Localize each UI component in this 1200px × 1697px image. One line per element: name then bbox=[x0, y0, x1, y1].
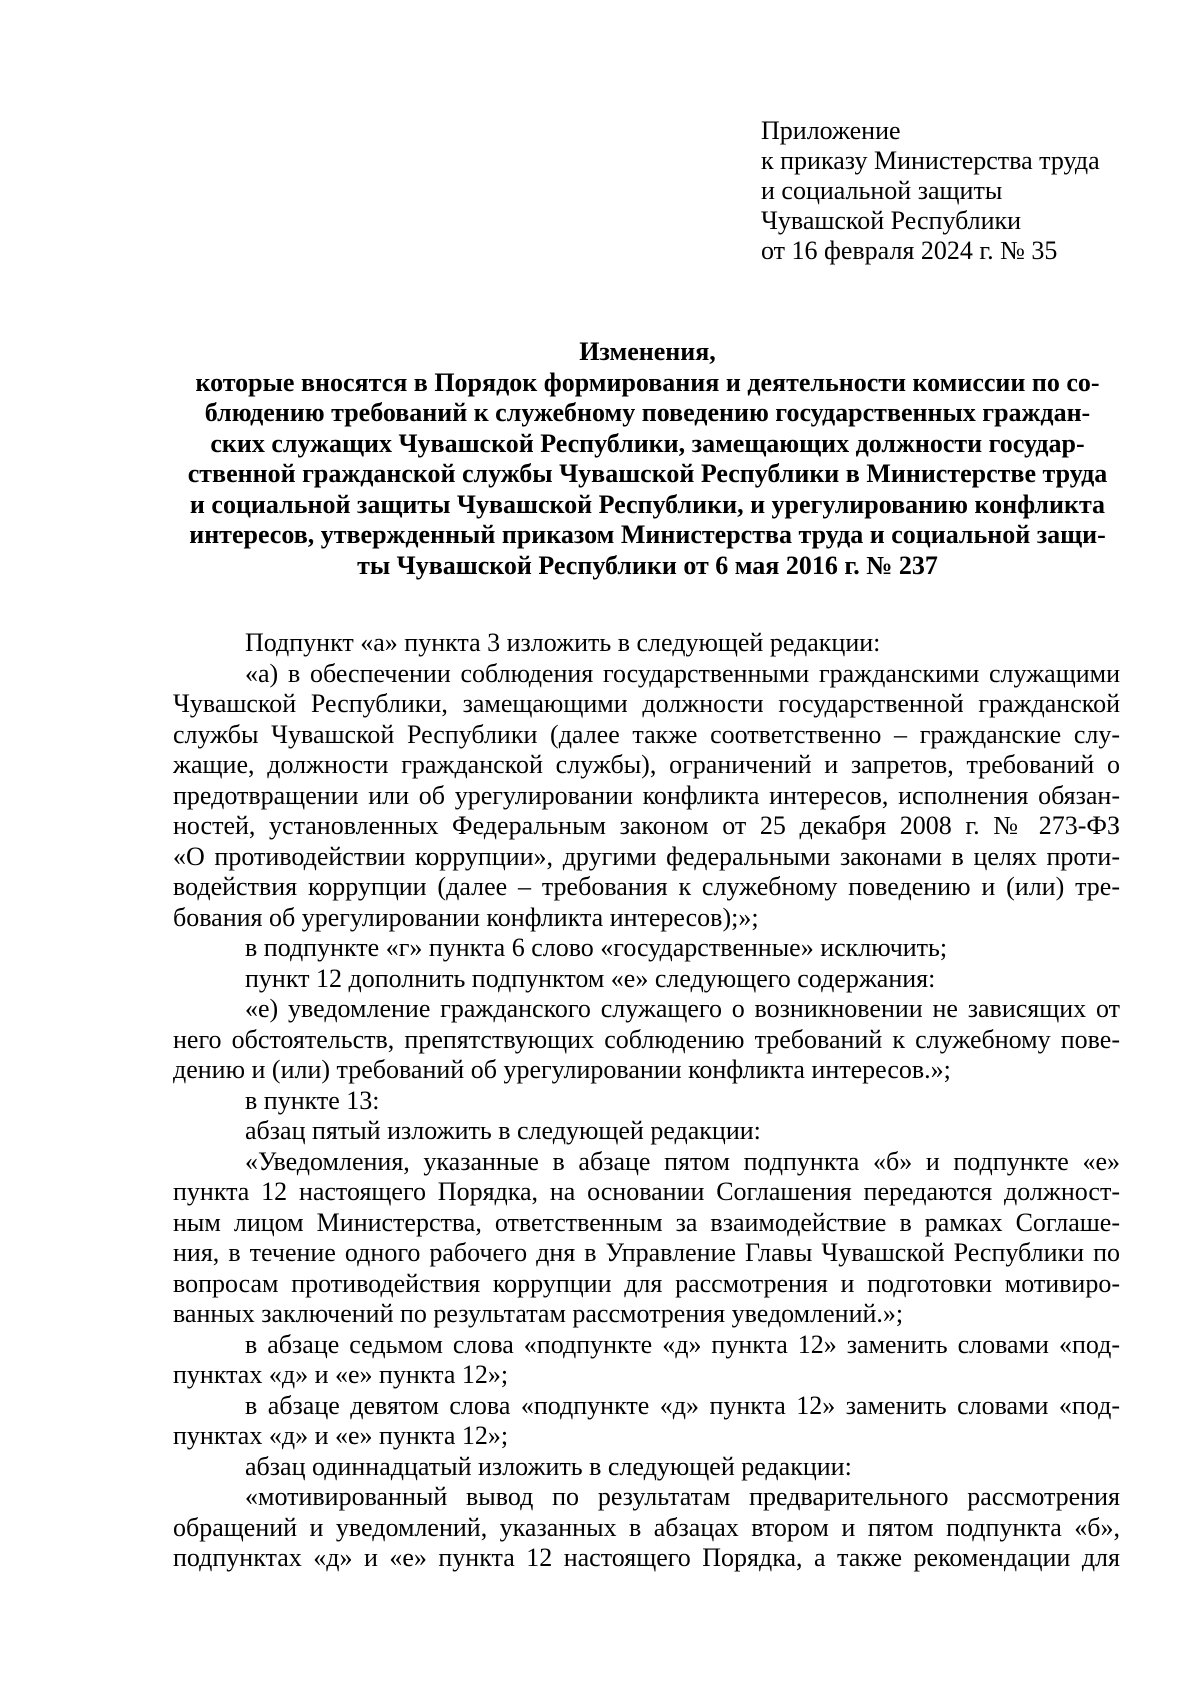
body-line: водействия коррупции (далее – требования к служебному поведению и (или) тре- bbox=[173, 872, 1120, 901]
title-line: интересов, утвержденный приказом Министерства труда и социальной защи- bbox=[189, 520, 1106, 549]
body-line: абзац пятый изложить в следующей редакции: bbox=[245, 1116, 761, 1145]
body-line: жащие, должности гражданской службы), ограничений и запретов, требований о bbox=[173, 750, 1120, 779]
document-body bbox=[173, 628, 1120, 1574]
body-line: Чувашской Республики, замещающими должности государственной гражданской bbox=[173, 689, 1120, 718]
body-line: пункт 12 дополнить подпунктом «е» следующего содержания: bbox=[245, 963, 936, 993]
body-line: вопросам противодействия коррупции для рассмотрения и подготовки мотивиро- bbox=[173, 1268, 1120, 1298]
body-line: него обстоятельств, препятствующих соблюдению требований к служебному пове- bbox=[173, 1024, 1120, 1054]
title-line: которые вносятся в Порядок формирования и деятельности комиссии по со- bbox=[195, 367, 1100, 397]
body-line: «Уведомления, указанные в абзаце пятом подпункта «б» и подпункте «е» bbox=[245, 1146, 1120, 1176]
body-line: обращений и уведомлений, указанных в абзацах втором и пятом подпункта «б», bbox=[173, 1512, 1120, 1542]
body-line: пунктах «д» и «е» пункта 12»; bbox=[173, 1421, 509, 1450]
body-line: пунктах «д» и «е» пункта 12»; bbox=[173, 1360, 509, 1389]
body-line: «О противодействии коррупции», другими федеральными законами в целях проти- bbox=[173, 841, 1120, 871]
title-line: Изменения, bbox=[579, 337, 716, 366]
body-line: «мотивированный вывод по результатам предварительного рассмотрения bbox=[245, 1482, 1120, 1511]
body-line: в абзаце седьмом слова «подпункте «д» пункта 12» заменить словами «под- bbox=[245, 1329, 1120, 1359]
body-line: ния, в течение одного рабочего дня в Управление Главы Чувашской Республики по bbox=[173, 1238, 1120, 1267]
body-line: «е) уведомление гражданского служащего о возникновении не зависящих от bbox=[245, 994, 1120, 1023]
body-line: подпунктах «д» и «е» пункта 12 настоящего Порядка, а также рекомендации для bbox=[173, 1543, 1120, 1572]
body-line: ностей, установленных Федеральным законом от 25 декабря 2008 г. № 273-ФЗ bbox=[173, 811, 1120, 840]
appendix-line: к приказу Министерства труда bbox=[761, 146, 1100, 175]
body-line: предотвращении или об урегулировании конфликта интересов, исполнения обязан- bbox=[173, 780, 1120, 810]
body-line: Подпункт «а» пункта 3 изложить в следующей редакции: bbox=[245, 628, 881, 657]
body-line: в подпункте «г» пункта 6 слово «государственные» исключить; bbox=[245, 933, 948, 962]
body-line: бования об урегулировании конфликта интересов);»; bbox=[173, 902, 759, 932]
body-line: ным лицом Министерства, ответственным за взаимодействие в рамках Соглаше- bbox=[173, 1207, 1120, 1237]
appendix-line: Приложение bbox=[761, 116, 901, 145]
body-line: ванных заключений по результатам рассмотрения уведомлений.»; bbox=[173, 1299, 904, 1328]
title-line: ственной гражданской службы Чувашской Республики в Министерстве труда bbox=[187, 459, 1108, 488]
body-line: дению и (или) требований об урегулировании конфликта интересов.»; bbox=[173, 1055, 951, 1084]
appendix-line: и социальной защиты bbox=[761, 176, 1003, 205]
body-line: в пункте 13: bbox=[245, 1085, 380, 1115]
body-line: пункта 12 настоящего Порядка, на основании Соглашения передаются должност- bbox=[173, 1177, 1120, 1206]
appendix-stamp bbox=[761, 116, 1100, 266]
body-line: абзац одиннадцатый изложить в следующей редакции: bbox=[245, 1451, 852, 1481]
body-line: в абзаце девятом слова «подпункте «д» пункта 12» заменить словами «под- bbox=[245, 1390, 1120, 1420]
title-line: ты Чувашской Республики от 6 мая 2016 г. № 237 bbox=[357, 550, 938, 580]
body-line: службы Чувашской Республики (далее также соответственно – гражданские слу- bbox=[173, 719, 1120, 749]
body-line: «а) в обеспечении соблюдения государственными гражданскими служащими bbox=[245, 658, 1120, 688]
title-line: блюдению требований к служебному поведению государственных граждан- bbox=[204, 398, 1091, 427]
appendix-line: от 16 февраля 2024 г. № 35 bbox=[761, 236, 1058, 265]
document-title bbox=[170, 337, 1125, 581]
appendix-line: Чувашской Республики bbox=[761, 206, 1022, 235]
title-line: ских служащих Чувашской Республики, замещающих должности государ- bbox=[210, 428, 1085, 458]
title-line: и социальной защиты Чувашской Республики, и урегулированию конфликта bbox=[189, 489, 1106, 519]
